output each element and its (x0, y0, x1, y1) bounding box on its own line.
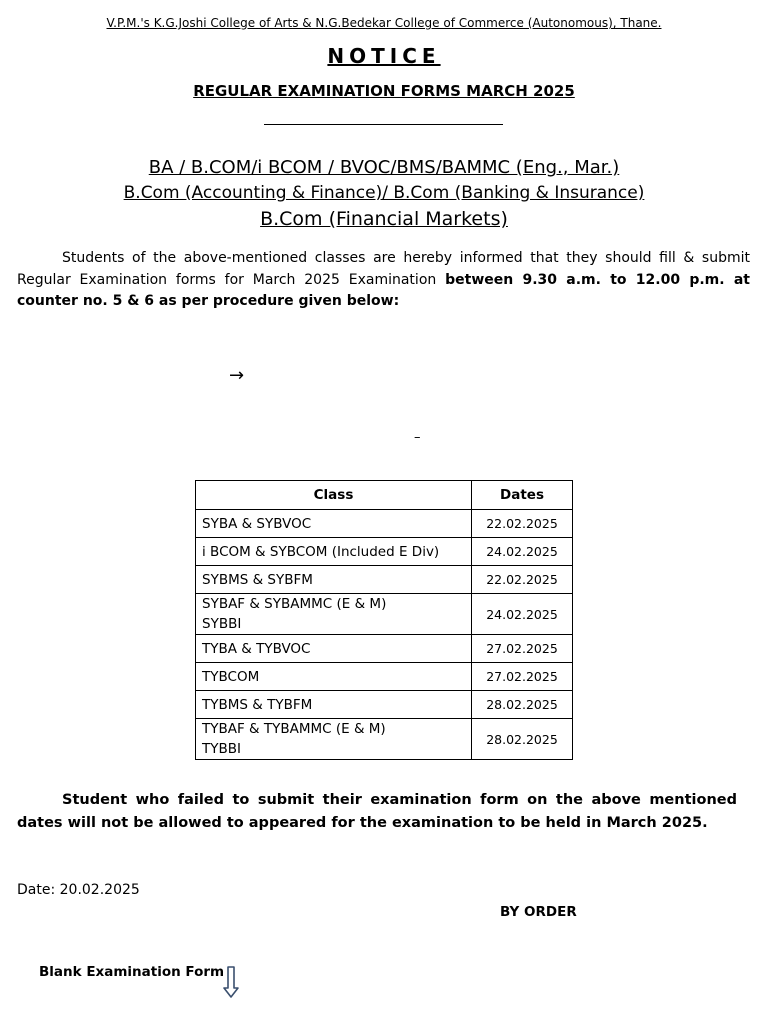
class-cell (196, 691, 472, 719)
class-name: SYBMS & SYBFM (202, 571, 313, 588)
by-order-signature: BY ORDER (500, 904, 577, 920)
class-name-line-2: SYBBI (202, 616, 242, 632)
college-name: V.P.M.'s K.G.Joshi College of Arts & N.G.Bedekar College of Commerce (Autonomous), Thane. (106, 16, 662, 30)
class-name-line-2: TYBBI (202, 741, 241, 757)
table-row (196, 719, 573, 760)
table-row (196, 691, 573, 719)
course-list-line-1: BA / B.COM/i BCOM / BVOC/BMS/BAMMC (Eng., Mar.) (148, 157, 620, 178)
date-cell: 24.02.2025 (472, 594, 573, 635)
class-name: SYBAF & SYBAMMC (E & M) (202, 596, 387, 612)
down-arrow-icon[interactable] (223, 966, 239, 998)
notice-title: NOTICE (327, 44, 441, 68)
class-cell (196, 663, 472, 691)
table-row (196, 594, 573, 635)
right-arrow-icon: → (229, 365, 245, 386)
dates-column-header: Dates (472, 481, 573, 510)
notice-date: Date: 20.02.2025 (17, 882, 140, 898)
warning-paragraph (17, 789, 737, 834)
intro-text: Students of the above-mentioned classes are hereby informed that they should fill & submit Regular Examination forms for March 2025 Examination (17, 250, 750, 288)
schedule-table (195, 480, 573, 760)
class-column-header: Class (196, 481, 472, 510)
class-cell (196, 719, 472, 760)
intro-bold-text: between 9.30 a.m. to 12.00 p.m. at counter no. 5 & 6 as per procedure given below: (17, 271, 750, 309)
class-name: TYBMS & TYBFM (202, 696, 313, 713)
class-cell (196, 510, 472, 538)
divider-rule (264, 124, 503, 125)
notice-subtitle: REGULAR EXAMINATION FORMS MARCH 2025 (193, 82, 575, 100)
class-cell (196, 594, 472, 635)
blank-form-link[interactable]: Blank Examination Form (39, 964, 225, 980)
class-name: SYBA & SYBVOC (202, 515, 312, 532)
class-cell (196, 566, 472, 594)
date-cell: 27.02.2025 (472, 663, 573, 691)
class-name: TYBCOM (202, 668, 260, 685)
table-row (196, 566, 573, 594)
table-header-row (196, 481, 573, 510)
dash-mark: – (414, 430, 421, 445)
intro-paragraph (17, 248, 750, 313)
class-cell (196, 538, 472, 566)
class-name: i BCOM & SYBCOM (Included E Div) (202, 543, 440, 560)
class-name: TYBA & TYBVOC (202, 640, 311, 657)
table-row (196, 510, 573, 538)
date-cell: 22.02.2025 (472, 510, 573, 538)
course-list-line-3: B.Com (Financial Markets) (260, 208, 508, 230)
warning-text: Student who failed to submit their examination form on the above mentioned dates will not be allowed to appeared for the examination to be held in March 2025. (17, 792, 737, 831)
table-row (196, 635, 573, 663)
class-cell (196, 635, 472, 663)
date-cell: 28.02.2025 (472, 719, 573, 760)
date-cell: 28.02.2025 (472, 691, 573, 719)
date-cell: 24.02.2025 (472, 538, 573, 566)
course-list-line-2: B.Com (Accounting & Finance)/ B.Com (Banking & Insurance) (123, 183, 645, 203)
date-cell: 22.02.2025 (472, 566, 573, 594)
class-name: TYBAF & TYBAMMC (E & M) (202, 721, 386, 737)
table-row (196, 663, 573, 691)
date-cell: 27.02.2025 (472, 635, 573, 663)
table-row (196, 538, 573, 566)
